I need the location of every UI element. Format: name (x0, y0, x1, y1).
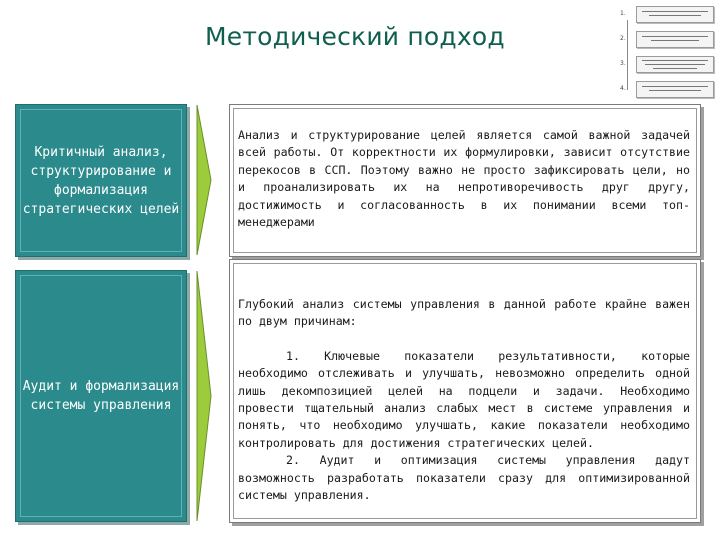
thumbnail-step-4: 4. (618, 81, 718, 99)
section-1-label-box (15, 104, 187, 257)
section-2-text-box (229, 259, 701, 523)
thumbnail-step-3: 3. (618, 56, 718, 74)
page-title: Методический подход (205, 22, 505, 51)
section-2-label-box (15, 270, 187, 522)
chevron-arrow-icon (196, 104, 212, 256)
section-2-point-1: 1. Ключевые показатели результативности, которые необходимо отслеживать и улучшать, невозможно определить одной лишь декомпозицией целей на подцели и задачи. Необходимо провести тщательный анализ слабых мест в системе управления и понять, что необходимо улучшать, какие показатели необходимо контролировать для достижения стратегических целей. (238, 348, 690, 450)
section-2-label: Аудит и формализация системы управления (22, 379, 180, 413)
thumbnail-step-1: 1. (618, 6, 718, 24)
section-1-label: Критичный анализ, структурирование и формализация стратегических целей (22, 144, 180, 217)
thumbnail-step-2: 2. (618, 31, 718, 49)
section-1-text-box (229, 104, 701, 257)
process-thumbnail (618, 4, 718, 96)
section-2-intro: Глубокий анализ системы управления в данной работе крайне важен по двум причинам: (238, 297, 690, 329)
section-2-point-2: 2. Аудит и оптимизация системы управления дадут возможность разработать показатели сразу для оптимизированной системы управления. (238, 453, 690, 503)
chevron-arrow-icon (196, 270, 212, 522)
section-1-text: Анализ и структурирование целей является самой важной задачей всей работы. От корректности их формулировки, зависит отсутствие перекосов в ССП. Поэтому важно не просто зафиксировать цели, но и проанализировать их на непротиворечивость друг другу, достижимость и согласованность в их понимании всеми топ-менеджерами (238, 128, 690, 230)
